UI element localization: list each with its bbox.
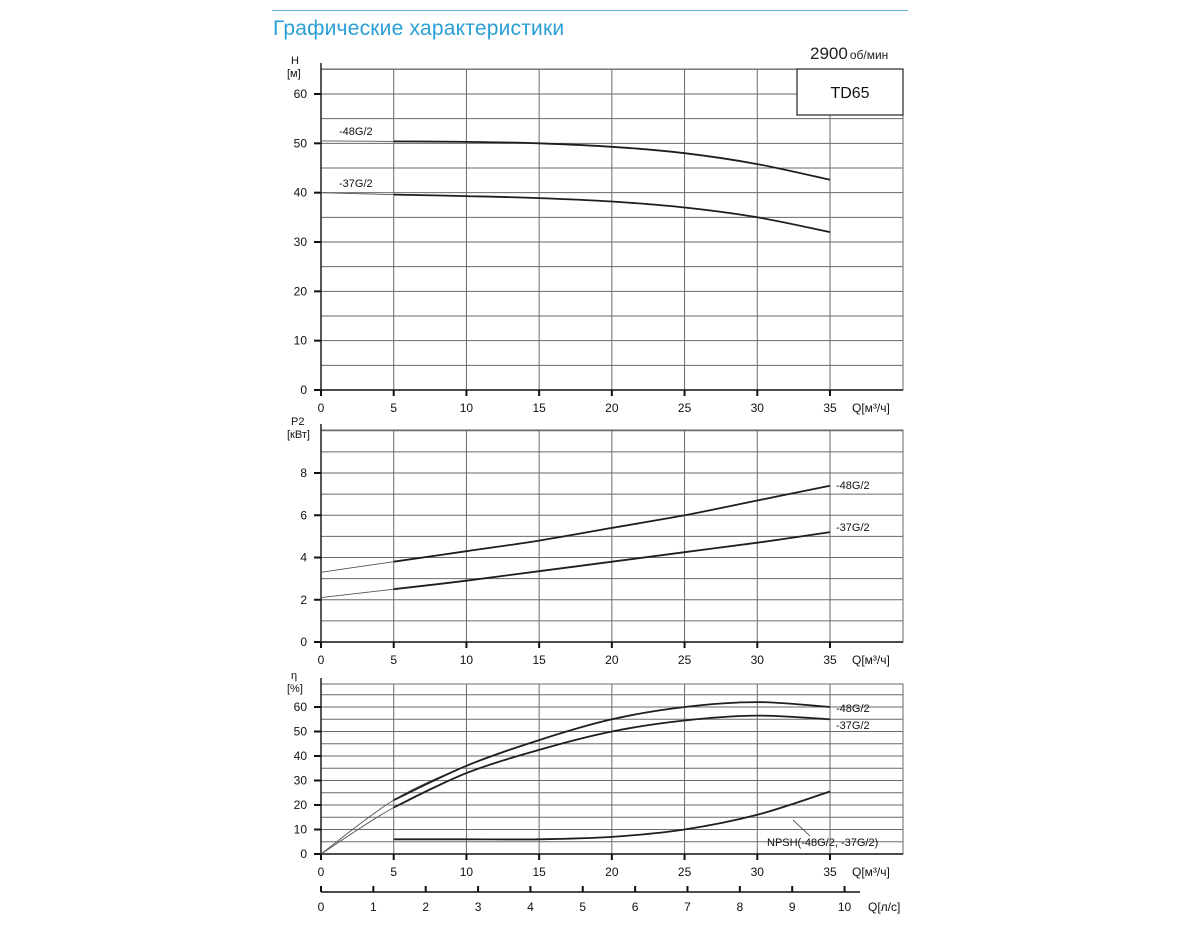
head-x-tick-label: 35 — [823, 401, 837, 415]
efficiency-series-label: -37G/2 — [836, 720, 870, 732]
power-x-tick-label: 0 — [317, 653, 325, 667]
head-y-tick-label: 50 — [293, 136, 307, 151]
power-x-tick-label: 20 — [605, 653, 619, 667]
efficiency-x2-tick-label: 10 — [837, 900, 852, 914]
head-x-tick-label: 5 — [390, 401, 398, 415]
power-x-tick-label: 35 — [823, 653, 837, 667]
efficiency-y-tick-label: 20 — [293, 798, 307, 812]
efficiency-x-tick-label: 25 — [677, 865, 692, 879]
npsh-leader-line — [793, 820, 810, 836]
efficiency-y-tick-label: 10 — [293, 822, 307, 837]
efficiency-x2-tick-label: 0 — [317, 900, 325, 914]
head-x-tick-label: 30 — [750, 401, 764, 415]
head-series-label: -37G/2 — [339, 178, 373, 190]
head-x-tick-label: 0 — [317, 401, 325, 415]
page-title: Графические характеристики — [273, 17, 565, 40]
head-x-tick-label: 10 — [459, 401, 474, 415]
head-x-tick-label: 15 — [532, 401, 546, 415]
head-series-curve-extension — [321, 141, 830, 180]
efficiency-y-axis-unit: [%] — [287, 683, 303, 695]
efficiency-x2-tick-label: 8 — [736, 900, 744, 914]
speed-value: 2900 — [810, 44, 848, 63]
power-x-tick-label: 5 — [390, 653, 398, 667]
head-y-axis-label: H — [291, 55, 299, 67]
efficiency-y-tick-label: 0 — [300, 847, 307, 861]
power-y-tick-label: 6 — [300, 508, 307, 523]
efficiency-x2-tick-label: 9 — [788, 900, 796, 914]
efficiency-series-label: NPSH(-48G/2, -37G/2) — [767, 837, 879, 849]
speed-unit: об/мин — [849, 48, 889, 62]
power-series-label: -48G/2 — [836, 480, 870, 492]
efficiency-x2-axis-label: Q[л/с] — [868, 900, 901, 914]
head-x-axis-label: Q[м³/ч] — [852, 401, 890, 415]
efficiency-series-curve-extension — [321, 716, 830, 854]
efficiency-y-tick-label: 40 — [293, 749, 307, 763]
efficiency-y-tick-label: 30 — [293, 773, 307, 788]
efficiency-x2-tick-label: 6 — [631, 900, 639, 914]
head-series-label: -48G/2 — [339, 126, 373, 138]
power-series-label: -37G/2 — [836, 522, 870, 534]
efficiency-x-tick-label: 15 — [532, 865, 546, 879]
efficiency-x2-tick-label: 3 — [474, 900, 482, 914]
efficiency-y-axis-label: η — [291, 670, 298, 682]
efficiency-x2-tick-label: 1 — [370, 900, 377, 914]
head-x-tick-label: 25 — [677, 401, 692, 415]
efficiency-x-tick-label: 5 — [390, 865, 398, 879]
efficiency-x-tick-label: 30 — [750, 865, 764, 879]
power-y-axis-label: P2 — [291, 416, 305, 428]
head-y-tick-label: 30 — [293, 235, 307, 249]
power-x-tick-label: 30 — [750, 653, 764, 667]
head-x-tick-label: 20 — [605, 401, 619, 415]
power-series-curve-extension — [321, 532, 830, 598]
power-y-axis-unit: [кВт] — [287, 429, 310, 441]
power-y-tick-label: 0 — [300, 635, 307, 649]
head-y-tick-label: 40 — [293, 185, 307, 200]
efficiency-x2-tick-label: 5 — [579, 900, 587, 914]
power-x-axis-label: Q[м³/ч] — [852, 653, 890, 667]
efficiency-x-tick-label: 20 — [605, 865, 619, 879]
efficiency-x-axis-label: Q[м³/ч] — [852, 865, 890, 879]
power-y-tick-label: 2 — [300, 592, 307, 607]
power-x-tick-label: 15 — [532, 653, 546, 667]
head-y-tick-label: 0 — [300, 383, 307, 397]
efficiency-x2-tick-label: 2 — [422, 900, 430, 914]
head-y-tick-label: 10 — [293, 333, 307, 348]
head-series-curve-extension — [321, 193, 830, 232]
power-y-tick-label: 8 — [300, 466, 307, 480]
head-y-axis-unit: [м] — [287, 68, 301, 80]
power-series-curve-extension — [321, 486, 830, 573]
power-x-tick-label: 10 — [459, 653, 474, 667]
power-x-tick-label: 25 — [677, 653, 692, 667]
head-y-tick-label: 60 — [293, 87, 307, 101]
efficiency-x-tick-label: 0 — [317, 865, 325, 879]
model-label: TD65 — [830, 85, 870, 102]
efficiency-y-tick-label: 50 — [293, 724, 307, 739]
head-y-tick-label: 20 — [293, 284, 307, 299]
efficiency-x-tick-label: 10 — [459, 865, 474, 879]
efficiency-series-label: -48G/2 — [836, 703, 870, 715]
efficiency-x2-tick-label: 7 — [684, 900, 691, 914]
efficiency-x2-tick-label: 4 — [527, 900, 534, 914]
efficiency-x-tick-label: 35 — [823, 865, 837, 879]
efficiency-series-curve-extension — [321, 702, 830, 854]
efficiency-y-tick-label: 60 — [293, 700, 307, 714]
power-y-tick-label: 4 — [300, 550, 307, 565]
